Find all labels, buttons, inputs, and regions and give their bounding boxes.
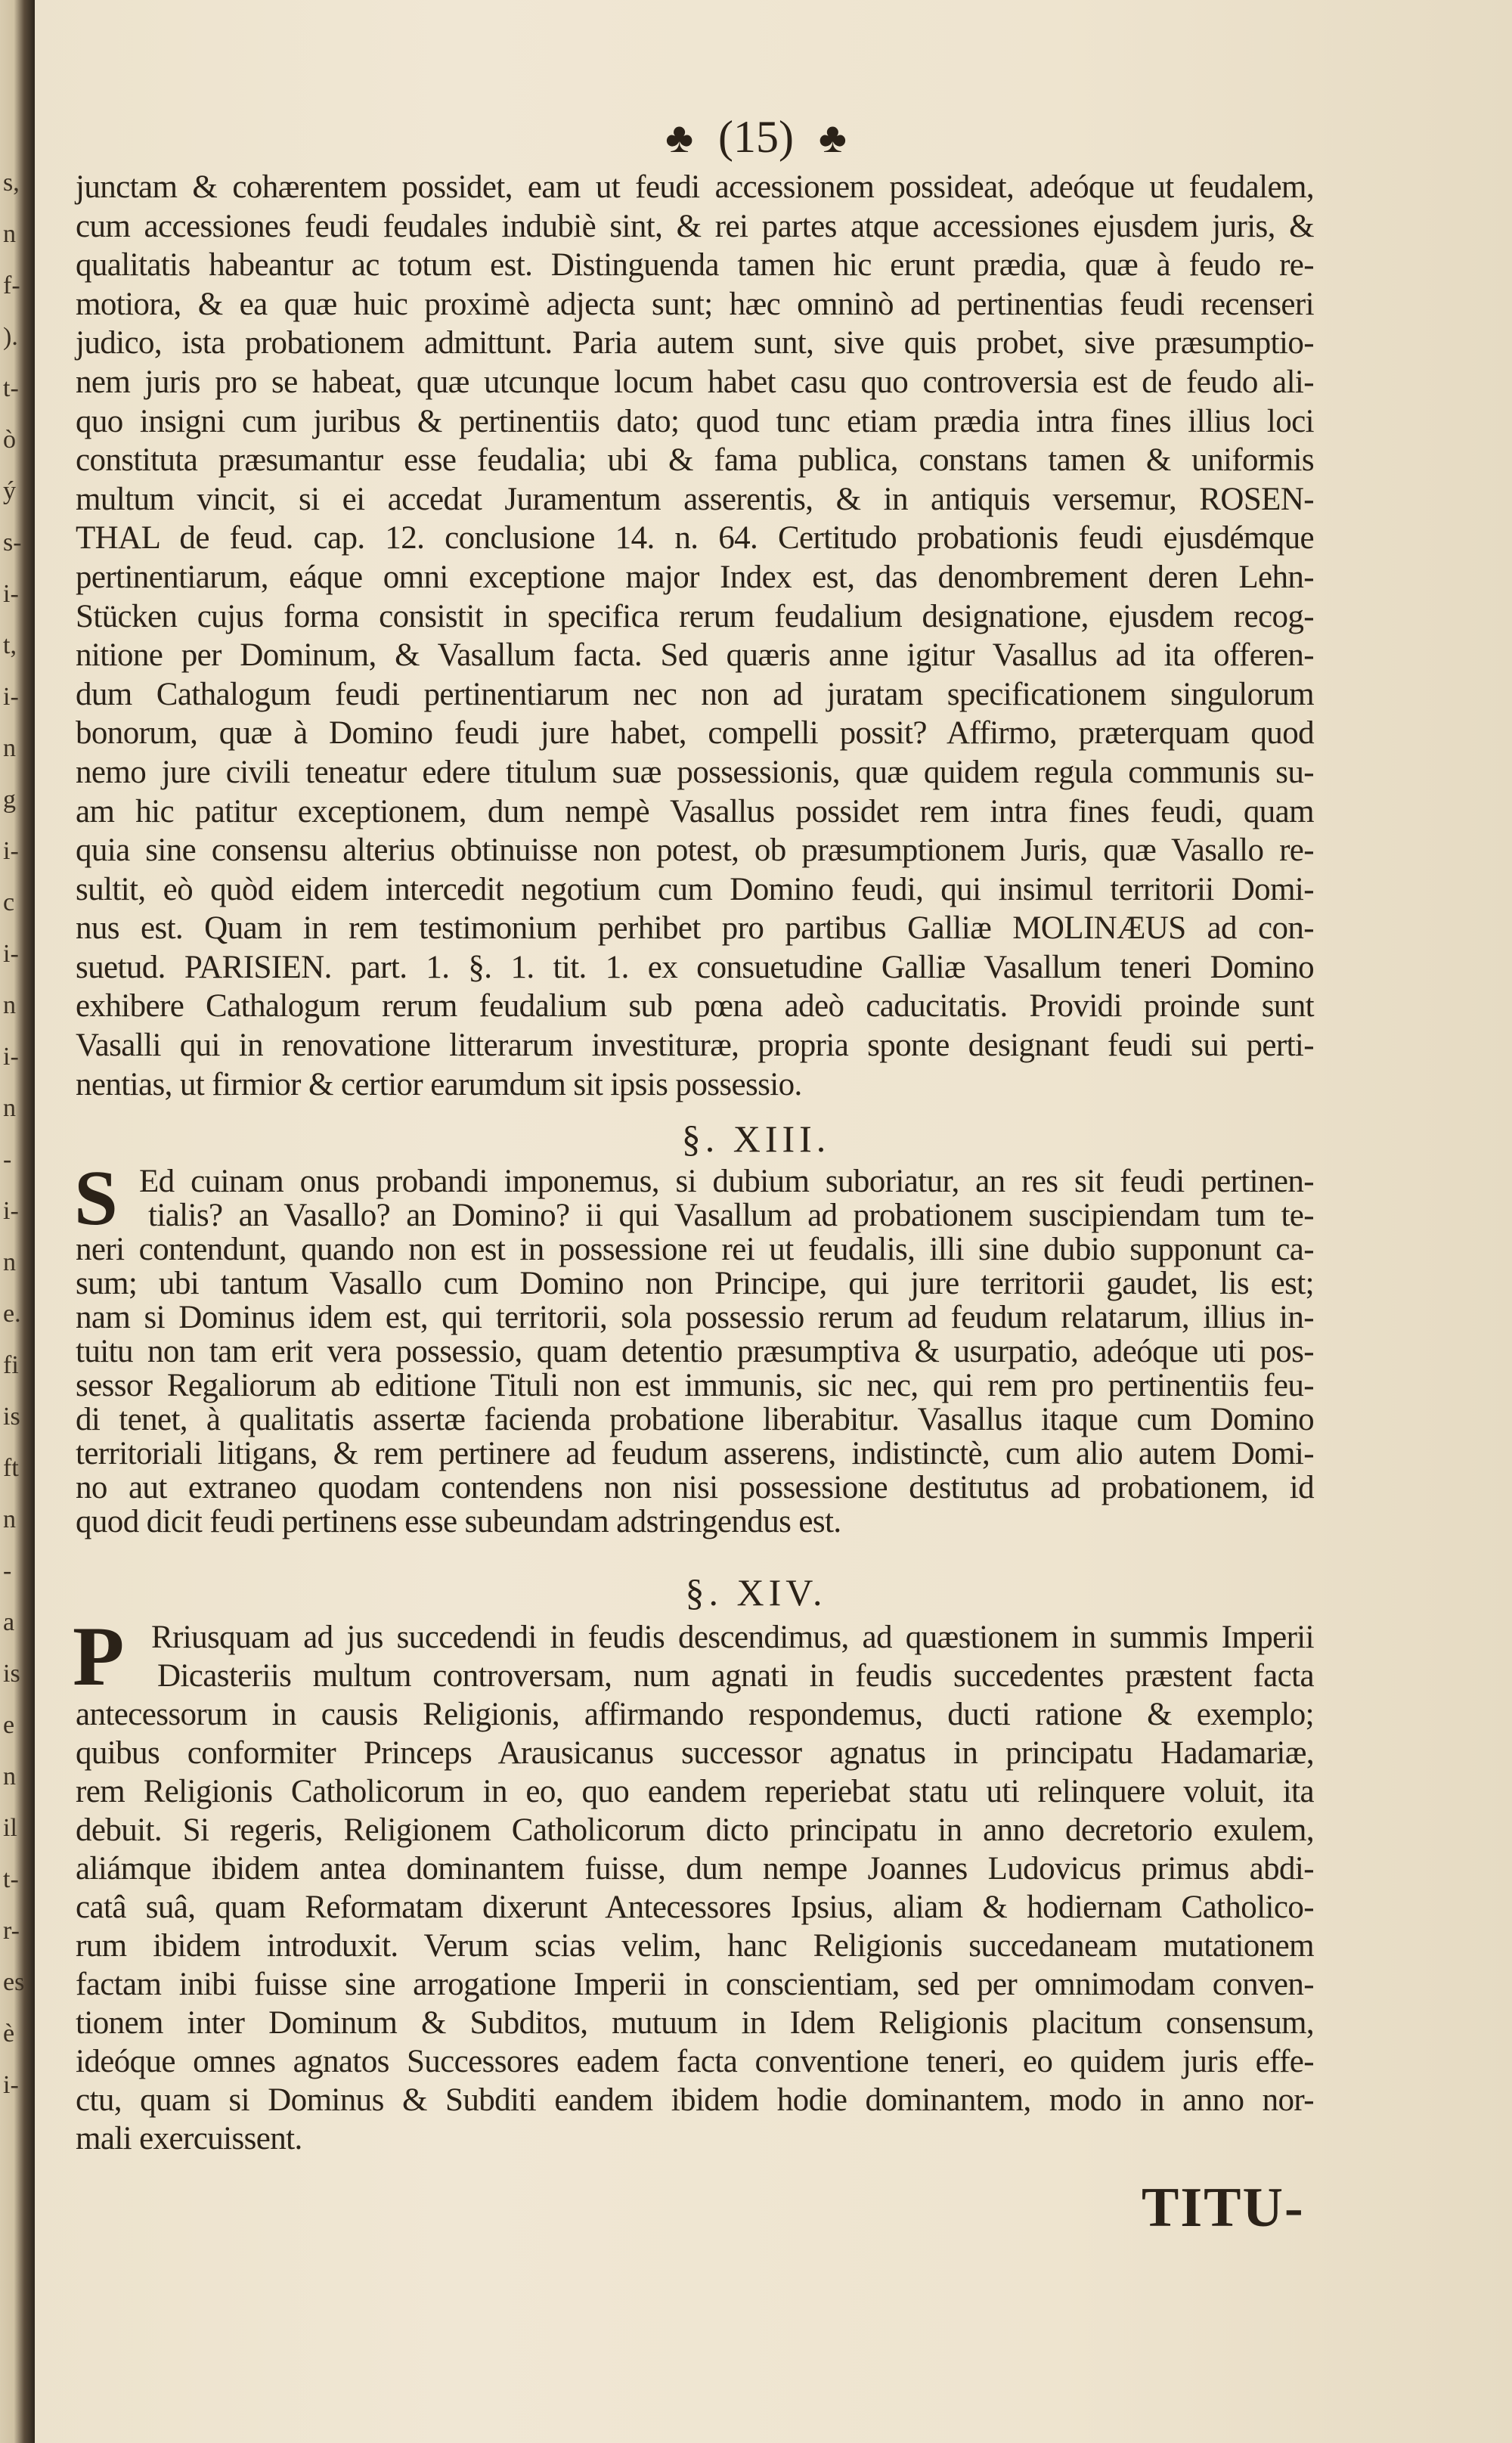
margin-fragment: is [3, 1403, 20, 1431]
text-line: sultit, eò quòd eidem intercedit negotium cum Domino feudi, qui insimul territorii Domi- [76, 871, 1314, 907]
ornament-left-icon: ♣ [665, 115, 694, 162]
text-line: tionem inter Dominum & Subditos, mutuum in Idem Religionis placitum consensum, [76, 2005, 1314, 2041]
text-line: Stücken cujus forma consistit in specifica rerum feudalium designatione, ejusdem recog- [76, 598, 1314, 634]
text-line: ideóque omnes agnatos Successores eadem facta conventione teneri, eo quidem juris effe- [76, 2044, 1314, 2079]
margin-fragment: t- [3, 374, 19, 402]
text-line: qualitatis habeantur ac totum est. Distinguenda tamen hic erunt prædia, quæ à feudo re- [76, 247, 1314, 284]
text-line: rum ibidem introduxit. Verum scias velim, hanc Religionis succedaneam mutationem [76, 1928, 1314, 1964]
section-13-heading: §. XIII. [681, 1118, 831, 1160]
margin-fragment: i- [3, 940, 19, 968]
text-line: quia sine consensu alterius obtinuisse non potest, ob præsumptionem Juris, quæ Vasallo re- [76, 832, 1314, 869]
text-line: suetud. PARISIEN. part. 1. §. 1. tit. 1. ex consuetudine Galliæ Vasallum teneri Domino [76, 949, 1314, 985]
text-line: ctu, quam si Dominus & Subditi eandem ibidem hodie dominantem, modo in anno nor- [76, 2082, 1314, 2118]
text-line: nitione per Dominum, & Vasallum facta. Sed quæris anne igitur Vasallus ad ita offeren- [76, 637, 1314, 674]
text-line: nus est. Quam in rem testimonium perhibet pro partibus Galliæ MOLINÆUS ad con- [76, 910, 1314, 947]
section-14-heading: §. XIV. [685, 1571, 827, 1614]
margin-fragment: i- [3, 1043, 19, 1071]
margin-fragment: t, [3, 631, 17, 659]
text-line: nentias, ut firmior & certior earumdum sit ipsis possessio. [76, 1066, 802, 1102]
section-13-body [76, 1164, 1314, 1539]
text-line: mali exercuissent. [76, 2121, 302, 2156]
margin-fragment: g [3, 786, 16, 814]
text-line: pertinentiarum, eáque omni exceptione major Index est, das denombrement deren Lehn- [76, 559, 1314, 595]
margin-fragment: n [3, 734, 16, 762]
margin-fragment: n [3, 1762, 16, 1790]
text-line: quibus conformiter Princeps Arausicanus successor agnatus in principatu Hadamariæ, [76, 1735, 1314, 1771]
page-number: (15) [718, 112, 794, 162]
catchword: TITU- [1142, 2177, 1305, 2239]
margin-fragment: s- [3, 529, 22, 556]
text-line: territoriali litigans, & rem pertinere ad feudum asserens, indistinctè, cum alio autem Domi- [76, 1436, 1314, 1471]
text-line: catâ suâ, quam Reformatam dixerunt Antecessores Ipsius, aliam & hodiernam Catholico- [76, 1890, 1314, 1925]
margin-fragment: n [3, 1505, 16, 1533]
text-line: quod dicit feudi pertinens esse subeundam adstringendus est. [76, 1504, 841, 1539]
ornament-right-icon: ♣ [818, 115, 847, 162]
margin-fragment: r- [3, 1917, 20, 1945]
margin-fragment: è [3, 2020, 15, 2048]
text-line: dum Cathalogum feudi pertinentiarum nec non ad juratam specificationem singulorum [76, 676, 1314, 712]
margin-fragment: i- [3, 837, 19, 865]
margin-fragment: c [3, 888, 15, 916]
margin-fragment: f- [3, 271, 20, 299]
margin-fragment: n [3, 991, 16, 1019]
margin-fragment: ft [3, 1454, 19, 1482]
margin-fragment: - [3, 1146, 12, 1173]
text-line: nam si Dominus idem est, qui territorii, sola possessio rerum ad feudum relatarum, illius in- [76, 1300, 1314, 1335]
text-line: cum accessiones feudi feudales indubiè sint, & rei partes atque accessiones ejusdem juris, & [76, 208, 1314, 244]
drop-cap-p: P [73, 1618, 125, 1695]
margin-fragment: e [3, 1711, 15, 1739]
margin-fragment: ). [3, 323, 18, 351]
text-line: junctam & cohærentem possidet, eam ut feudi accessionem possideat, adeóque ut feudalem, [76, 169, 1314, 205]
text-line: sessor Regaliorum ab editione Tituli non est immunis, sic nec, qui rem pro pertinentiis feu- [76, 1368, 1314, 1403]
text-line: tuitu non tam erit vera possessio, quam detentio præsumptiva & usurpatio, adeóque uti pos- [76, 1334, 1314, 1369]
text-line: am hic patitur exceptionem, dum nempè Vasallus possidet rem intra fines feudi, quam [76, 793, 1314, 829]
text-line: judico, ista probationem admittunt. Paria autem sunt, sive quis probet, sive præsumptio- [76, 325, 1314, 361]
text-line: exhibere Cathalogum rerum feudalium sub pœna adeò caducitatis. Providi proinde sunt [76, 988, 1314, 1025]
section-14-body [76, 1618, 1314, 2158]
margin-fragment: il [3, 1814, 17, 1842]
text-line: di tenet, à qualitatis assertæ facienda probatione liberabitur. Vasallus itaque cum Domino [76, 1402, 1314, 1437]
margin-fragment: ý [3, 477, 16, 505]
margin-fragment: e. [3, 1300, 21, 1328]
text-line: Dicasteriis multum controversam, num agnati in feudis succedentes præstent facta [157, 1658, 1314, 1694]
text-line: multum vincit, si ei accedat Juramentum asserentis, & in antiquis versemur, ROSEN- [76, 481, 1314, 517]
margin-fragment: i- [3, 1197, 19, 1225]
margin-fragment: n [3, 1094, 16, 1122]
page-header [0, 113, 1512, 160]
text-line: Rriusquam ad jus succedendi in feudis descendimus, ad quæstionem in summis Imperii [151, 1620, 1314, 1655]
text-line: Vasalli qui in renovatione litterarum investituræ, propria sponte designant feudi sui perti- [76, 1028, 1314, 1064]
text-line: constituta præsumantur esse feudalia; ubi & fama publica, constans tamen & uniformis [76, 442, 1314, 479]
text-line: nemo jure civili teneatur edere titulum suæ possessionis, quæ quidem regula communis su- [76, 754, 1314, 790]
text-line: nem juris pro se habeat, quæ utcunque locum habet casu quo controversia est de feudo ali- [76, 364, 1314, 400]
text-line: Ed cuinam onus probandi imponemus, si dubium suboriatur, an res sit feudi pertinen- [139, 1164, 1314, 1199]
drop-cap-s: S [74, 1164, 118, 1232]
section-12-continuation [76, 168, 1314, 1104]
text-line: tialis? an Vasallo? an Domino? ii qui Vasallum ad probationem suscipiendam tum te- [148, 1198, 1314, 1233]
text-line: THAL de feud. cap. 12. conclusione 14. n. 64. Certitudo probationis feudi ejusdémque [76, 520, 1314, 556]
margin-fragment: n [3, 1248, 16, 1276]
text-line: aliámque ibidem antea dominantem fuisse, dum nempe Joannes Ludovicus primus abdi- [76, 1851, 1314, 1887]
text-line: bonorum, quæ à Domino feudi jure habet, compelli possit? Affirmo, præterquam quod [76, 715, 1314, 752]
text-line: rem Religionis Catholicorum in eo, quo eandem reperiebat statu uti relinquere voluit, ita [76, 1774, 1314, 1809]
margin-fragment: ò [3, 426, 16, 454]
text-line: neri contendunt, quando non est in possessione rei ut feudalis, illi sine dubio supponunt ca- [76, 1232, 1314, 1267]
margin-fragment: fi [3, 1351, 19, 1379]
text-line: factam inibi fuisse sine arrogatione Imperii in conscientiam, sed per omnimodam conven- [76, 1967, 1314, 2002]
margin-fragment: n [3, 220, 16, 248]
text-line: quo insigni cum juribus & pertinentiis dato; quod tunc etiam prædia intra fines illius loci [76, 403, 1314, 439]
margin-fragment: a [3, 1608, 15, 1636]
text-line: sum; ubi tantum Vasallo cum Domino non Principe, qui jure territorii gaudet, lis est; [76, 1266, 1314, 1301]
text-line: motiora, & ea quæ huic proximè adjecta sunt; hæc omninò ad pertinentias feudi recenseri [76, 286, 1314, 322]
margin-fragment: s, [3, 169, 20, 197]
text-line: no aut extraneo quodam contendens non nisi possessione destitutus ad probationem, id [76, 1470, 1314, 1505]
margin-fragment: - [3, 1557, 12, 1585]
margin-fragment: is [3, 1660, 20, 1688]
margin-fragment: es [3, 1968, 25, 1996]
margin-fragment: i- [3, 2071, 19, 2099]
margin-fragment: i- [3, 683, 19, 711]
margin-fragment: i- [3, 580, 19, 608]
margin-fragment: t- [3, 1865, 19, 1893]
text-line: antecessorum in causis Religionis, affirmando respondemus, ducti ratione & exemplo; [76, 1697, 1314, 1732]
text-line: debuit. Si regeris, Religionem Catholicorum dicto principatu in anno decretorio exulem, [76, 1812, 1314, 1848]
